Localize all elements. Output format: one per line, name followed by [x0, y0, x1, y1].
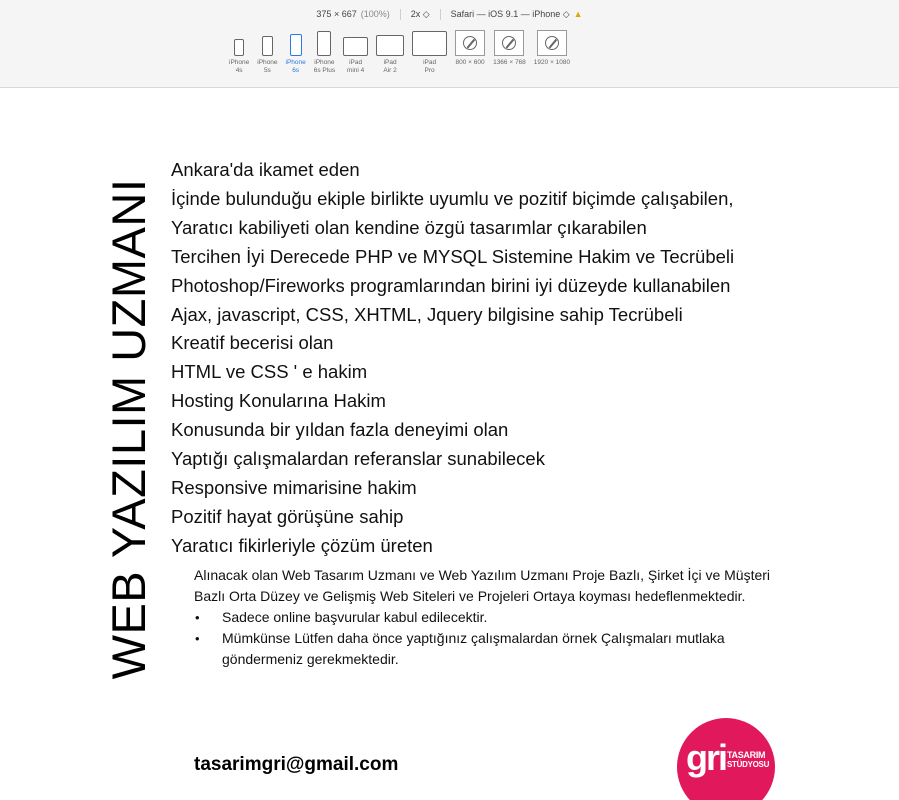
phone-icon — [234, 39, 244, 56]
requirement-item: İçinde bulunduğu ekiple birlikte uyumlu ve pozitif biçimde çalışabilen, — [171, 187, 734, 209]
requirement-item: HTML ve CSS ' e hakim — [171, 361, 368, 383]
device-label — [347, 59, 364, 75]
device-label — [383, 59, 396, 75]
device-label-line1: iPhone — [257, 59, 278, 66]
tablet-icon — [412, 31, 447, 56]
device-preset[interactable] — [534, 28, 570, 78]
requirement-item: Ajax, javascript, CSS, XHTML, Jquery bilgisine sahip Tecrübeli — [171, 303, 683, 325]
device-preset[interactable] — [229, 28, 249, 78]
device-label-line1: iPhone — [285, 59, 306, 66]
requirement-item: Yaptığı çalışmalardan referanslar sunabilecek — [171, 448, 545, 470]
device-preset[interactable] — [412, 28, 447, 78]
vertical-title-container — [102, 165, 156, 693]
requirement-item: Photoshop/Fireworks programlarından birini iyi düzeyde kullanabilen — [171, 274, 731, 296]
device-label-line1: iPad — [383, 59, 397, 66]
device-preset[interactable] — [343, 28, 368, 78]
safari-compass-icon — [455, 30, 485, 56]
phone-icon — [290, 34, 302, 56]
device-label-line2: 5s — [263, 67, 271, 74]
phone-icon — [262, 36, 273, 56]
tablet-icon — [376, 35, 404, 56]
device-label — [286, 59, 306, 75]
page-title: WEB YAZILIM UZMANI — [102, 178, 155, 680]
requirement-item: Responsive mimarisine hakim — [171, 476, 417, 498]
safari-compass-icon — [537, 30, 567, 56]
device-label-line1: iPad — [423, 59, 437, 66]
device-preset[interactable] — [257, 28, 277, 78]
device-preset[interactable] — [286, 28, 306, 78]
logo-mark: gri — [686, 737, 727, 778]
device-label — [534, 59, 570, 67]
device-label-line1: iPad — [349, 59, 363, 66]
requirement-item: Pozitif hayat görüşüne sahip — [171, 505, 404, 527]
device-label — [229, 59, 249, 75]
requirement-item: Konusunda bir yıldan fazla deneyimi olan — [171, 419, 509, 441]
note-item: • Sadece online başvurular kabul edilecektir. — [194, 607, 784, 628]
toolbar-divider — [400, 9, 401, 20]
responsive-design-toolbar — [0, 0, 899, 88]
device-label — [423, 59, 436, 75]
contact-email[interactable]: tasarimgri@gmail.com — [194, 754, 399, 775]
toolbar-info-row — [0, 7, 899, 21]
safari-compass-icon — [494, 30, 524, 56]
device-label-line2: mini 4 — [346, 67, 365, 74]
device-preset[interactable] — [455, 28, 485, 78]
device-label-line2: 4s — [235, 67, 243, 74]
requirement-item: Ankara'da ikamet eden — [171, 159, 360, 180]
device-label — [314, 59, 335, 75]
device-label-line2: Pro — [424, 67, 435, 74]
device-label-line2: Air 2 — [383, 67, 397, 74]
tablet-icon — [343, 37, 368, 56]
logo-text-line1: TASARIM — [727, 750, 766, 760]
note-item: • Mümkünse Lütfen daha önce yaptığınız çalışmalardan örnek Çalışmaları mutlaka göndermeniz gerekmektedir. — [194, 628, 784, 670]
device-label-line1: 1366 × 768 — [493, 59, 526, 66]
device-presets — [229, 28, 578, 78]
device-preset[interactable] — [376, 28, 404, 78]
device-label — [456, 59, 485, 67]
logo-text-line2: STÜDYOSU — [727, 760, 770, 769]
device-label-line2: 6s Plus — [313, 67, 336, 74]
user-agent-select[interactable]: Safari — iOS 9.1 — iPhone ◇ — [450, 8, 570, 19]
requirements-list — [171, 156, 734, 561]
requirement-item: Tercihen İyi Derecede PHP ve MYSQL Sistemine Hakim ve Tecrübeli — [171, 245, 735, 267]
viewport-dimensions[interactable]: 375 × 667 — [316, 9, 357, 19]
compass-icon — [463, 36, 477, 50]
description-text: Alınacak olan Web Tasarım Uzmanı ve Web Yazılım Uzmanı Proje Bazlı, Şirket İçi ve Müşteri Bazlı Orta Düzey ve Gelişmiş Web Siteleri ve Projeleri Ortaya koyması hedeflenmektedir. — [194, 567, 771, 604]
device-label-line2: 6s — [292, 67, 300, 74]
application-notes — [194, 607, 784, 670]
studio-logo — [677, 718, 775, 800]
warning-icon: ▲ — [573, 9, 583, 19]
compass-icon — [502, 36, 516, 50]
requirement-item: Kreatif becerisi olan — [171, 332, 334, 354]
device-label-line1: 800 × 600 — [455, 59, 485, 66]
device-preset[interactable] — [493, 28, 526, 78]
device-label — [493, 59, 526, 67]
toolbar-divider — [440, 9, 441, 20]
compass-icon — [545, 36, 559, 50]
requirement-item: Yaratıcı fikirleriyle çözüm üreten — [171, 534, 433, 556]
device-preset[interactable] — [314, 28, 335, 78]
device-label-line1: 1920 × 1080 — [533, 59, 571, 66]
device-label-line1: iPhone — [229, 59, 250, 66]
requirement-item: Hosting Konularına Hakim — [171, 390, 386, 412]
zoom-level: (100%) — [360, 9, 390, 19]
pixel-ratio-select[interactable]: 2x ◇ — [410, 8, 430, 19]
phone-icon — [317, 31, 331, 56]
device-label-line1: iPhone — [314, 59, 335, 66]
device-label — [257, 59, 277, 75]
requirement-item: Yaratıcı kabiliyeti olan kendine özgü tasarımlar çıkarabilen — [171, 216, 647, 238]
job-description — [194, 565, 784, 670]
